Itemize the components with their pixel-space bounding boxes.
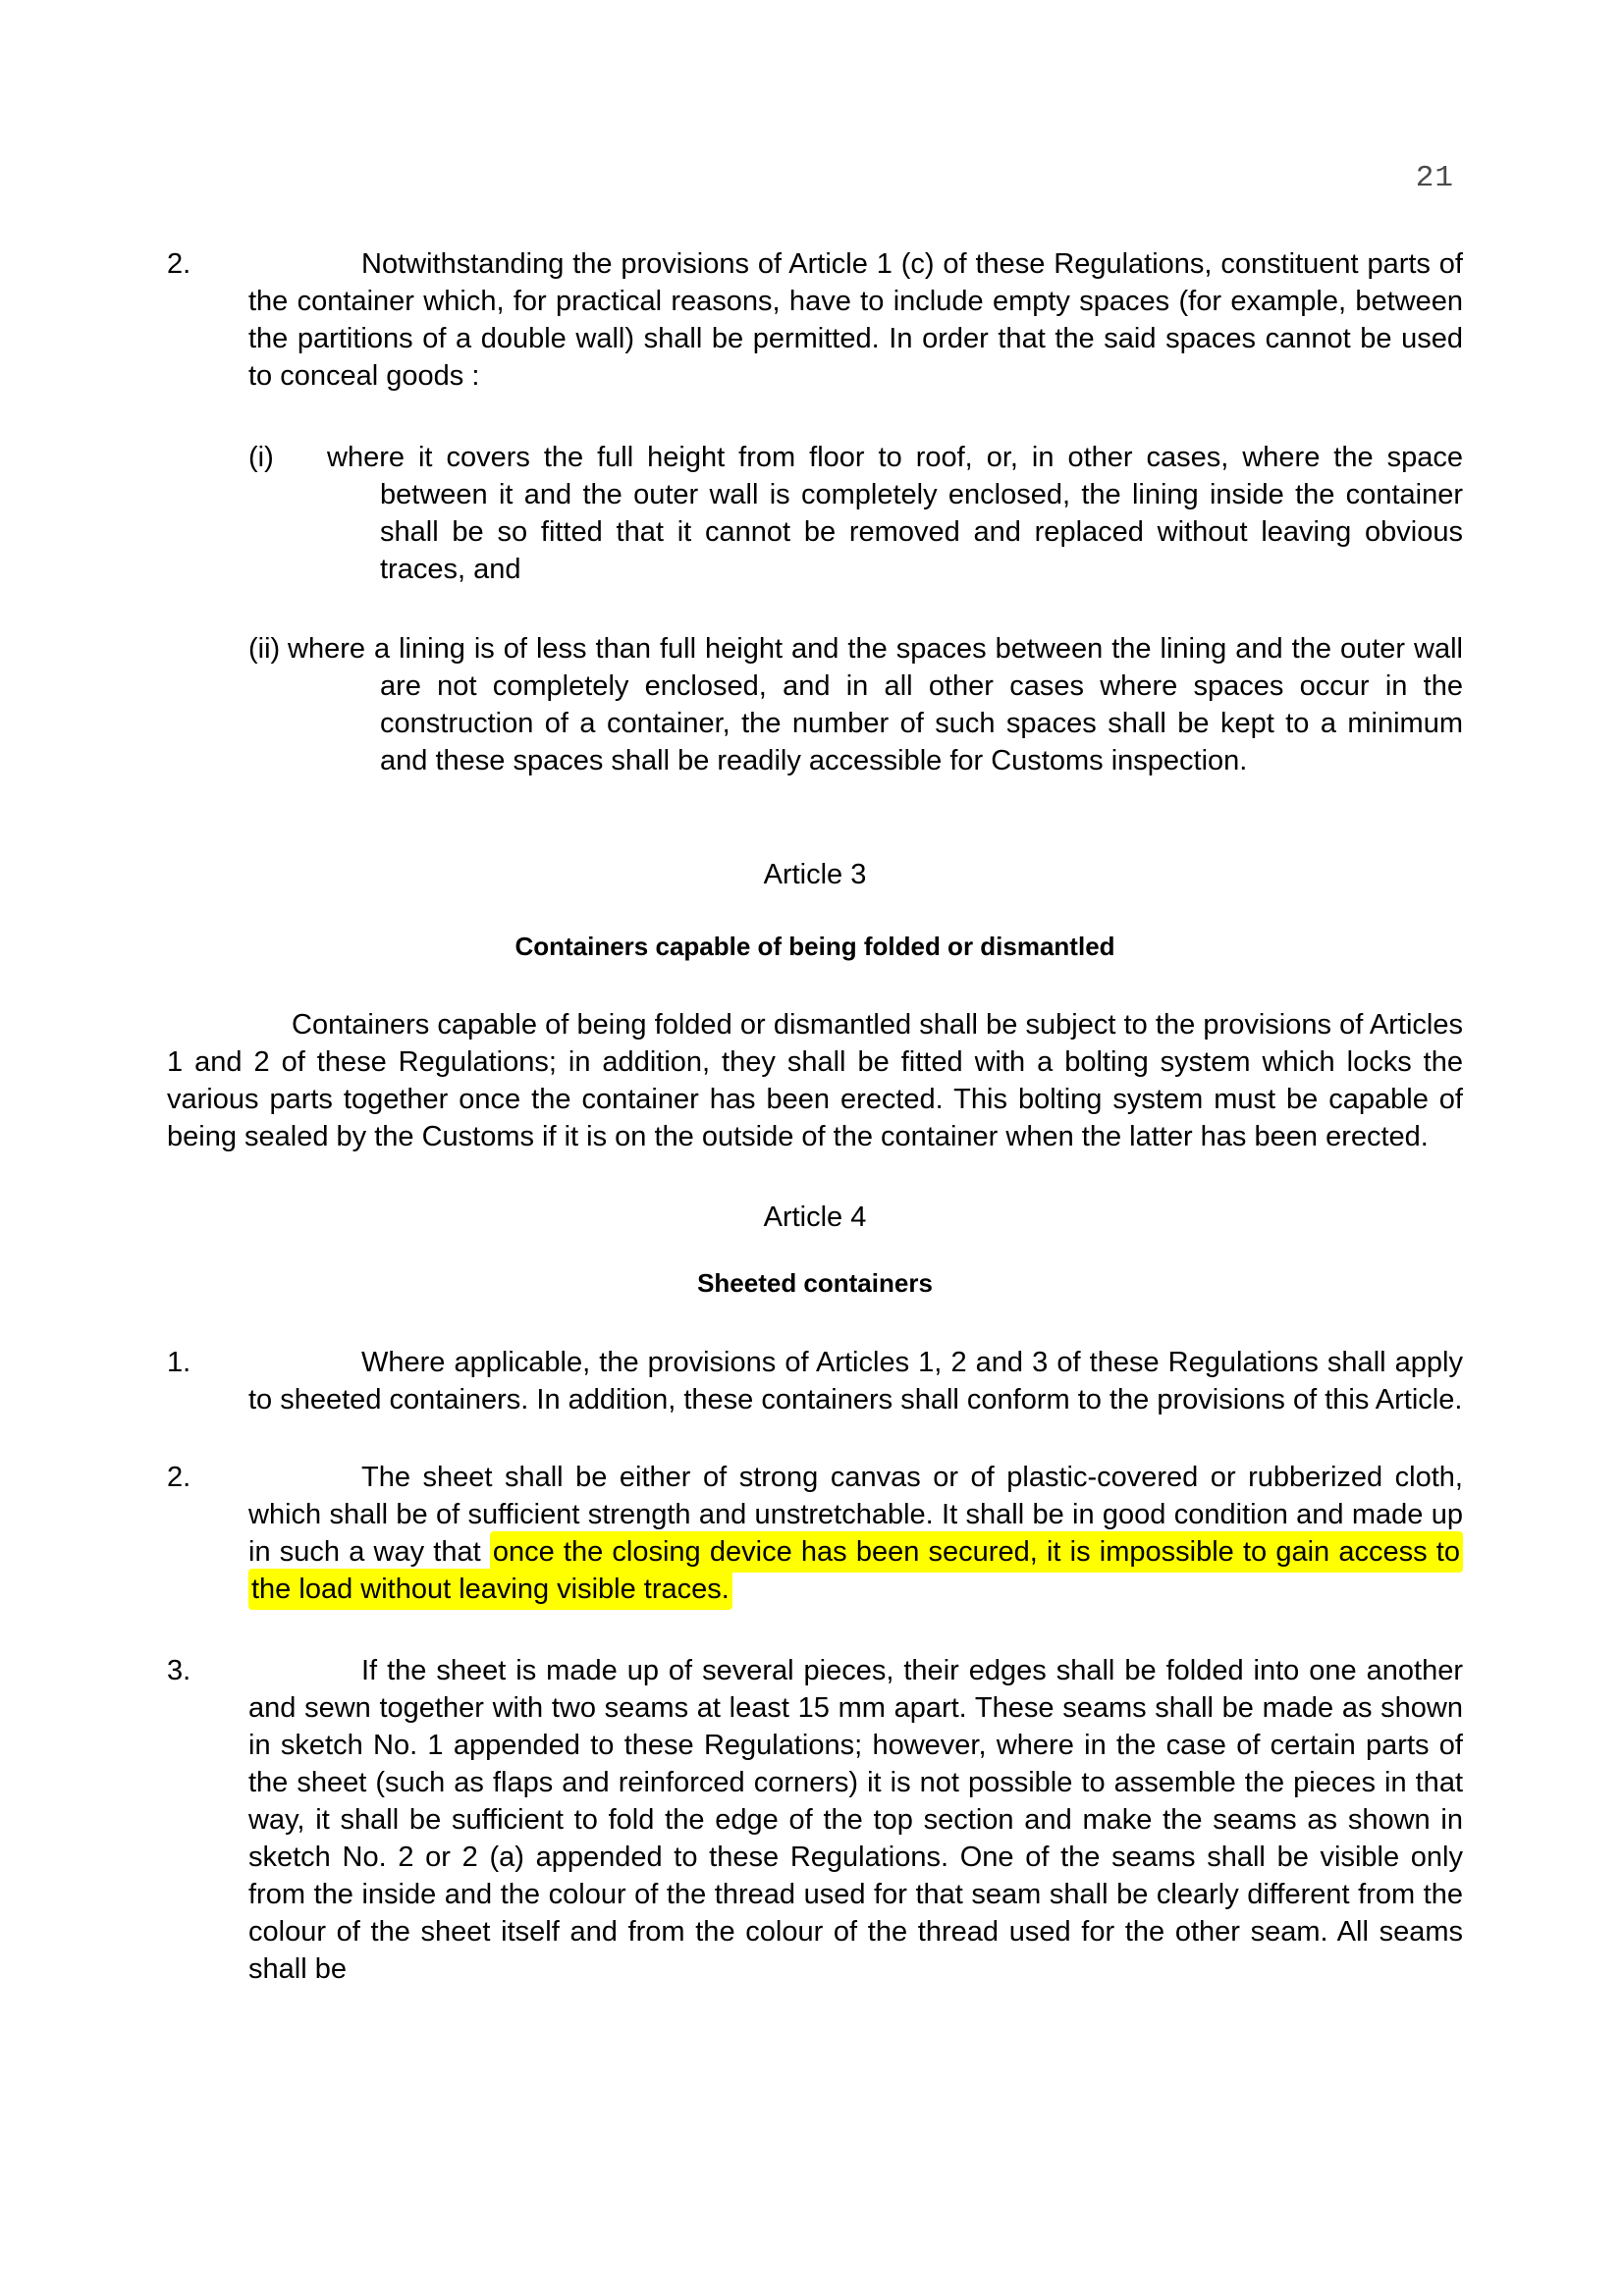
paragraph-2 xyxy=(167,245,1463,395)
subitem-ii-text: where a lining is of less than full height and the spaces between the lining and the outer wall are not completely enclosed, and in all other cases where spaces occur in the construction of a container, the number of such spaces shall be kept to a minimum and these spaces shall be readily accessible for Customs inspection. xyxy=(288,633,1463,776)
article-4-paragraph-2-text: The sheet shall be either of strong canvas or of plastic-covered or rubberized cloth, which shall be of sufficient strength and unstretchable. It shall be in good condition and made up in such a way that xyxy=(248,1462,1463,1568)
article-3-body: Containers capable of being folded or dismantled shall be subject to the provisions of Articles 1 and 2 of these Regulations; in addition, they shall be fitted with a bolting system which locks the various parts together once the container has been erected. This bolting system must be capable of being sealed by the Customs if it is on the outside of the container when the latter has been erected. xyxy=(167,1009,1463,1152)
article-4-paragraph-2-number: 2. xyxy=(167,1462,191,1493)
article-4-paragraph-1-number: 1. xyxy=(167,1347,191,1378)
article-3-subheading: Containers capable of being folded or dismantled xyxy=(514,932,1115,961)
article-4-paragraph-3-number: 3. xyxy=(167,1655,191,1686)
article-4-subheading: Sheeted containers xyxy=(697,1268,933,1298)
paragraph-2-number: 2. xyxy=(167,248,191,280)
article-4-heading: Article 4 xyxy=(763,1201,867,1233)
highlighted-text: once the closing device has been secured, it is impossible to gain access to the load without leaving visible traces. xyxy=(248,1531,1463,1610)
paragraph-2-text: Notwithstanding the provisions of Article 1 (c) of these Regulations, constituent parts of the container which, for practical reasons, have to include empty spaces (for example, between the partitions of a double wall) shall be permitted. In order that the said spaces cannot be used to conceal goods : xyxy=(248,248,1463,392)
page-content xyxy=(167,245,1463,1988)
article-4-paragraph-1-text: Where applicable, the provisions of Articles 1, 2 and 3 of these Regulations shall apply to sheeted containers. In addition, these containers shall conform to the provisions of this Article. xyxy=(248,1347,1463,1415)
subitem-ii-marker: (ii) xyxy=(248,633,281,665)
subitem-ii xyxy=(167,630,1463,779)
subitem-i xyxy=(167,439,1463,588)
article-4-paragraph-1 xyxy=(167,1344,1463,1418)
article-3-heading: Article 3 xyxy=(763,859,867,890)
subitem-i-text: where it covers the full height from floor to roof, or, in other cases, where the space between it and the outer wall is completely enclosed, the lining inside the container shall be so fitted that it cannot be removed and replaced without leaving obvious traces, and xyxy=(327,442,1463,585)
article-4-paragraph-3-text: If the sheet is made up of several pieces, their edges shall be folded into one another and sewn together with two seams at least 15 mm apart. These seams shall be made as shown in sketch No. 1 appended to these Regulations; however, where in the case of certain parts of the sheet (such as flaps and reinforced corners) it is not possible to assemble the pieces in that way, it shall be sufficient to fold the edge of the top section and make the seams as shown in sketch No. 2 or 2 (a) appended to these Regulations. One of the seams shall be visible only from the inside and the colour of the thread used for that seam shall be clearly different from the colour of the sheet itself and from the colour of the thread used for the other seam. All seams shall be xyxy=(248,1655,1463,1985)
page-number: 21 xyxy=(1415,161,1454,195)
subitem-i-marker: (i) xyxy=(248,442,274,473)
article-4-paragraph-3 xyxy=(167,1652,1463,1988)
article-4-paragraph-2 xyxy=(167,1459,1463,1608)
